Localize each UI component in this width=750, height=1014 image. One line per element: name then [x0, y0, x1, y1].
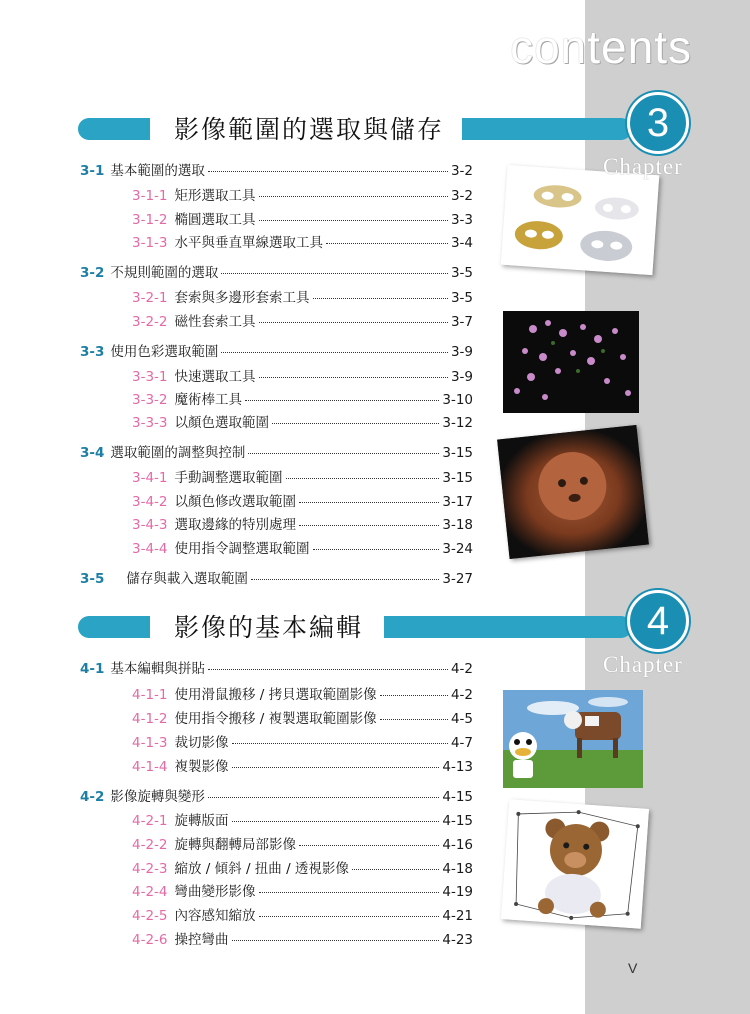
section-number: 3-4 — [80, 445, 105, 461]
title-bar-left — [78, 616, 150, 638]
page-ref: 4-13 — [442, 759, 473, 775]
section-title: 儲存與載入選取範圍 — [126, 571, 248, 587]
subsection-number: 4-1-2 — [132, 711, 168, 727]
toc-subsection-3-1-2[interactable] — [132, 208, 473, 228]
page-ref: 4-23 — [442, 932, 473, 948]
dot-leader — [208, 797, 439, 798]
page-ref: 4-7 — [450, 735, 473, 751]
section-number: 3-3 — [80, 344, 105, 360]
dot-leader — [221, 352, 448, 353]
page-ref: 3-2 — [450, 188, 473, 204]
dot-leader — [208, 171, 448, 172]
toc-subsection-4-2-2[interactable] — [132, 833, 473, 853]
dot-leader — [245, 400, 439, 401]
dot-leader — [259, 196, 448, 197]
toc-section-4-1[interactable] — [80, 657, 473, 677]
page-ref: 3-17 — [442, 494, 473, 510]
toc-subsection-3-4-1[interactable] — [132, 466, 473, 486]
section-number: 3-1 — [80, 163, 105, 179]
toc-subsection-4-2-5[interactable] — [132, 904, 473, 924]
subsection-number: 3-4-3 — [132, 517, 168, 533]
subsection-number: 3-1-2 — [132, 212, 168, 228]
chapter-4-header — [78, 608, 690, 648]
subsection-title: 水平與垂直單線選取工具 — [174, 235, 324, 251]
page-ref: 4-16 — [442, 837, 473, 853]
chapter-3-header — [78, 110, 690, 150]
dot-leader — [232, 743, 448, 744]
subsection-title: 複製影像 — [174, 759, 229, 775]
subsection-title: 快速選取工具 — [174, 369, 256, 385]
section-number: 4-1 — [80, 661, 105, 677]
page-ref: 3-9 — [450, 369, 473, 385]
toc-section-3-2[interactable] — [80, 261, 473, 281]
page-ref: 3-5 — [450, 265, 473, 281]
subsection-number: 4-1-4 — [132, 759, 168, 775]
subsection-title: 使用指令調整選取範圍 — [174, 541, 310, 557]
section-number: 3-5 — [80, 571, 105, 587]
dot-leader — [259, 322, 448, 323]
subsection-title: 以顏色選取範圍 — [174, 415, 270, 431]
flowers-photo — [503, 311, 639, 413]
dot-leader — [286, 478, 440, 479]
toc-subsection-3-2-1[interactable] — [132, 286, 473, 306]
toc-section-4-2[interactable] — [80, 785, 473, 805]
subsection-title: 旋轉與翻轉局部影像 — [174, 837, 297, 853]
chapter-3-title: 影像範圍的選取與儲存 — [174, 115, 445, 144]
page-ref: 4-18 — [442, 861, 473, 877]
toc-subsection-4-2-1[interactable] — [132, 809, 473, 829]
dot-leader — [248, 453, 439, 454]
subsection-number: 3-2-1 — [132, 290, 168, 306]
dot-leader — [259, 916, 440, 917]
dot-leader — [313, 298, 448, 299]
dot-leader — [299, 525, 439, 526]
dot-leader — [259, 377, 448, 378]
toc-subsection-4-1-1[interactable] — [132, 683, 473, 703]
dot-leader — [326, 243, 448, 244]
cow-photo — [503, 690, 643, 788]
section-title: 基本範圍的選取 — [110, 163, 205, 179]
subsection-number: 4-2-4 — [132, 884, 168, 900]
subsection-title: 以顏色修改選取範圍 — [174, 494, 297, 510]
subsection-number: 4-1-3 — [132, 735, 168, 751]
masks-photo — [501, 165, 660, 275]
toc-subsection-4-2-3[interactable] — [132, 857, 473, 877]
subsection-number: 4-2-3 — [132, 861, 168, 877]
subsection-number: 4-2-2 — [132, 837, 168, 853]
title-bar-right — [384, 616, 632, 638]
toc-subsection-4-1-3[interactable] — [132, 731, 473, 751]
page-ref: 3-3 — [450, 212, 473, 228]
subsection-number: 4-2-5 — [132, 908, 168, 924]
flowers-illustration — [503, 311, 639, 413]
page-ref: 4-15 — [442, 813, 473, 829]
subsection-title: 選取邊緣的特別處理 — [174, 517, 297, 533]
page-ref: 3-24 — [442, 541, 473, 557]
toc-subsection-3-1-1[interactable] — [132, 184, 473, 204]
dot-leader — [221, 273, 448, 274]
subsection-number: 4-1-1 — [132, 687, 168, 703]
dot-leader — [208, 669, 448, 670]
page-ref: 3-4 — [450, 235, 473, 251]
section-title: 選取範圍的調整與控制 — [110, 445, 246, 461]
dot-leader — [251, 579, 439, 580]
page-ref: 4-21 — [442, 908, 473, 924]
dot-leader — [272, 423, 439, 424]
toc-subsection-4-2-4[interactable] — [132, 880, 473, 900]
chapter-4-number-badge: 4 — [627, 590, 689, 652]
page-ref: 4-2 — [450, 687, 473, 703]
teddy-bear-photo — [501, 799, 649, 928]
subsection-title: 內容感知縮放 — [174, 908, 256, 924]
subsection-number: 3-2-2 — [132, 314, 168, 330]
dot-leader — [232, 940, 440, 941]
toc-section-3-3[interactable] — [80, 340, 473, 360]
page-ref: 4-15 — [442, 789, 473, 805]
dot-leader — [380, 695, 448, 696]
subsection-title: 手動調整選取範圍 — [174, 470, 283, 486]
subsection-number: 3-4-1 — [132, 470, 168, 486]
chapter-4-title: 影像的基本編輯 — [174, 613, 364, 642]
title-bar-right — [462, 118, 632, 140]
chapter-3-number-badge: 3 — [627, 92, 689, 154]
subsection-title: 套索與多邊形套索工具 — [174, 290, 310, 306]
page-ref: 3-10 — [442, 392, 473, 408]
section-title: 使用色彩選取範圍 — [110, 344, 219, 360]
cow-illustration — [503, 690, 643, 788]
toc-subsection-3-1-3[interactable] — [132, 231, 473, 251]
toc-subsection-4-2-6[interactable] — [132, 928, 473, 948]
section-number: 4-2 — [80, 789, 105, 805]
toc-section-3-4[interactable] — [80, 441, 473, 461]
toc-section-3-1[interactable] — [80, 159, 473, 179]
toc-subsection-3-4-4[interactable] — [132, 537, 473, 557]
page-ref: 3-15 — [442, 445, 473, 461]
masks-illustration — [501, 165, 660, 275]
section-title: 影像旋轉與變形 — [110, 789, 205, 805]
dot-leader — [313, 549, 440, 550]
dot-leader — [259, 220, 448, 221]
page-ref: 3-9 — [450, 344, 473, 360]
page-ref: 3-2 — [450, 163, 473, 179]
toc-section-3-5[interactable] — [80, 567, 473, 587]
dot-leader — [380, 719, 448, 720]
page-ref: 3-15 — [442, 470, 473, 486]
toc-subsection-4-1-4[interactable] — [132, 755, 473, 775]
dot-leader — [259, 892, 440, 893]
subsection-title: 使用指令搬移 / 複製選取範圍影像 — [174, 711, 377, 727]
page-ref: 3-12 — [442, 415, 473, 431]
page-number: V — [628, 960, 638, 976]
section-title: 不規則範圍的選取 — [110, 265, 219, 281]
chapter-3-label: Chapter — [603, 154, 683, 179]
toc-subsection-3-3-1[interactable] — [132, 365, 473, 385]
page-ref: 3-5 — [450, 290, 473, 306]
page-ref: 4-5 — [450, 711, 473, 727]
dot-leader — [232, 821, 440, 822]
title-bar-left — [78, 118, 150, 140]
subsection-title: 操控彎曲 — [174, 932, 229, 948]
subsection-number: 4-2-1 — [132, 813, 168, 829]
subsection-number: 4-2-6 — [132, 932, 168, 948]
subsection-title: 縮放 / 傾斜 / 扭曲 / 透視影像 — [174, 861, 349, 877]
toc-subsection-3-4-2[interactable] — [132, 490, 473, 510]
subsection-number: 3-3-3 — [132, 415, 168, 431]
page-ref: 3-7 — [450, 314, 473, 330]
subsection-title: 矩形選取工具 — [174, 188, 256, 204]
dot-leader — [299, 845, 439, 846]
poodle-illustration — [497, 425, 649, 559]
toc-subsection-3-3-3[interactable] — [132, 411, 473, 431]
contents-heading: contents — [510, 21, 692, 73]
subsection-number: 3-3-1 — [132, 369, 168, 385]
subsection-title: 旋轉版面 — [174, 813, 229, 829]
dot-leader — [232, 767, 440, 768]
subsection-title: 橢圓選取工具 — [174, 212, 256, 228]
poodle-photo — [497, 425, 649, 559]
page-ref: 4-19 — [442, 884, 473, 900]
toc-subsection-3-3-2[interactable] — [132, 388, 473, 408]
subsection-number: 3-4-2 — [132, 494, 168, 510]
subsection-number: 3-1-3 — [132, 235, 168, 251]
subsection-title: 裁切影像 — [174, 735, 229, 751]
subsection-title: 彎曲變形影像 — [174, 884, 256, 900]
page-ref: 4-2 — [450, 661, 473, 677]
subsection-number: 3-4-4 — [132, 541, 168, 557]
toc-subsection-4-1-2[interactable] — [132, 707, 473, 727]
section-number: 3-2 — [80, 265, 105, 281]
dot-leader — [299, 502, 439, 503]
subsection-number: 3-3-2 — [132, 392, 168, 408]
toc-subsection-3-4-3[interactable] — [132, 513, 473, 533]
toc-subsection-3-2-2[interactable] — [132, 310, 473, 330]
chapter-4-label: Chapter — [603, 652, 683, 677]
section-title: 基本編輯與拼貼 — [110, 661, 205, 677]
subsection-title: 磁性套索工具 — [174, 314, 256, 330]
subsection-number: 3-1-1 — [132, 188, 168, 204]
page-ref: 3-27 — [442, 571, 473, 587]
teddy-bear-illustration — [501, 799, 649, 928]
dot-leader — [352, 869, 439, 870]
subsection-title: 魔術棒工具 — [174, 392, 243, 408]
page-ref: 3-18 — [442, 517, 473, 533]
subsection-title: 使用滑鼠搬移 / 拷貝選取範圍影像 — [174, 687, 377, 703]
